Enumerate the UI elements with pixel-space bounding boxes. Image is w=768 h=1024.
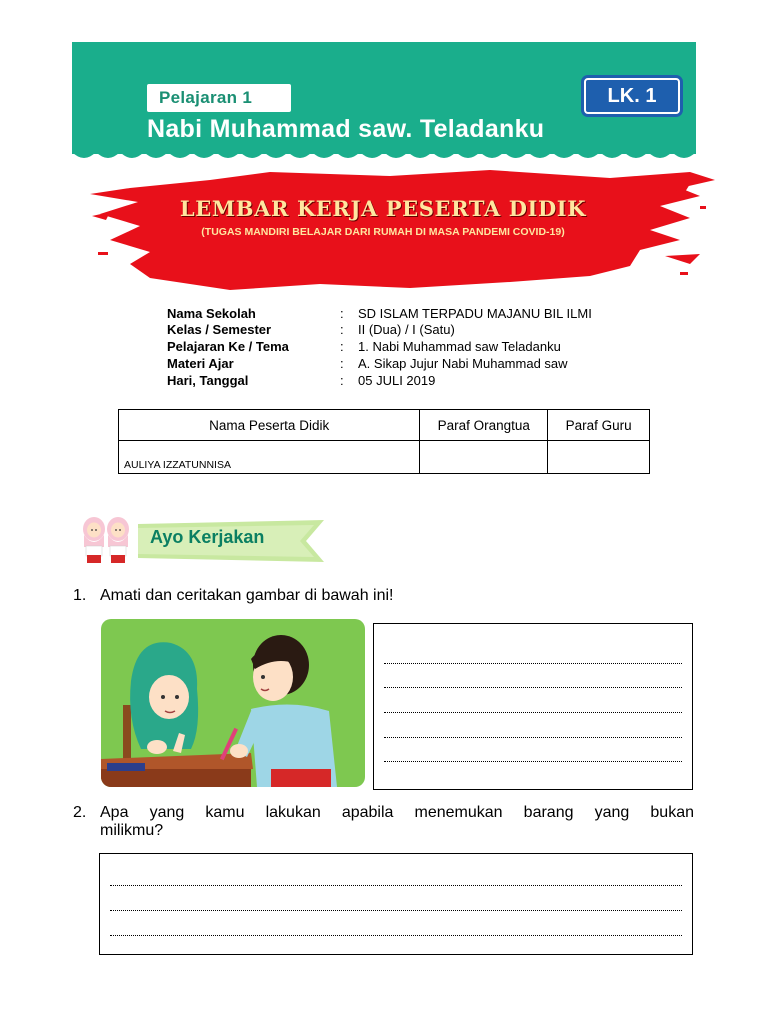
question-number: 2. <box>73 804 87 821</box>
answer-line <box>110 882 682 886</box>
header-teacher-sign: Paraf Guru <box>548 410 650 441</box>
teacher-sign-cell[interactable] <box>548 441 650 474</box>
answer-line <box>384 709 682 713</box>
info-value-lesson: 1. Nabi Muhammad saw Teladanku <box>358 339 561 354</box>
student-table <box>118 409 650 474</box>
info-colon: : <box>340 373 344 388</box>
answer-line <box>110 907 682 911</box>
info-label-lesson: Pelajaran Ke / Tema <box>167 339 289 354</box>
section-title: Ayo Kerjakan <box>150 527 265 547</box>
answer-line <box>384 684 682 688</box>
info-label-class: Kelas / Semester <box>167 322 272 337</box>
banner-scallop <box>72 142 696 164</box>
info-colon: : <box>340 306 344 321</box>
header-student-name: Nama Peserta Didik <box>119 410 420 441</box>
info-colon: : <box>340 322 344 337</box>
parent-sign-cell[interactable] <box>420 441 548 474</box>
worksheet-subtitle: (TUGAS MANDIRI BELAJAR DARI RUMAH DI MASA PANDEMI COVID-19) <box>201 226 565 238</box>
answer-line <box>384 758 682 762</box>
table-row <box>119 441 650 474</box>
table-header-row <box>119 410 650 441</box>
student-name-cell: AULIYA IZZATUNNISA <box>119 441 420 474</box>
lesson-banner <box>72 42 696 154</box>
lesson-tag: Pelajaran 1 <box>147 84 291 112</box>
question-number: 1. <box>73 587 87 604</box>
info-colon: : <box>340 339 344 354</box>
question-text: Apa yang kamu lakukan apabila menemukan barang yang bukan <box>100 804 694 821</box>
question-text-continued: milikmu? <box>100 822 164 839</box>
lk-badge: LK. 1 <box>584 78 680 114</box>
info-value-class: II (Dua) / I (Satu) <box>358 322 455 337</box>
header-parent-sign: Paraf Orangtua <box>420 410 548 441</box>
info-value-school: SD ISLAM TERPADU MAJANU BIL ILMI <box>358 306 592 321</box>
answer-line <box>110 932 682 936</box>
info-colon: : <box>340 356 344 371</box>
info-value-date: 05 JULI 2019 <box>358 373 436 388</box>
worksheet-title: LEMBAR KERJA PESERTA DIDIK <box>179 196 587 221</box>
question-text: Amati dan ceritakan gambar di bawah ini! <box>100 587 394 604</box>
answer-line <box>384 734 682 738</box>
honesty-illustration <box>101 619 365 787</box>
answer-line <box>384 660 682 664</box>
lesson-title: Nabi Muhammad saw. Teladanku <box>147 115 545 143</box>
info-label-material: Materi Ajar <box>167 356 234 371</box>
students-icon <box>78 515 136 565</box>
info-label-school: Nama Sekolah <box>167 306 256 321</box>
info-value-material: A. Sikap Jujur Nabi Muhammad saw <box>358 356 568 371</box>
answer-box-1[interactable] <box>373 623 693 790</box>
info-label-date: Hari, Tanggal <box>167 373 249 388</box>
answer-box-2[interactable] <box>99 853 693 955</box>
